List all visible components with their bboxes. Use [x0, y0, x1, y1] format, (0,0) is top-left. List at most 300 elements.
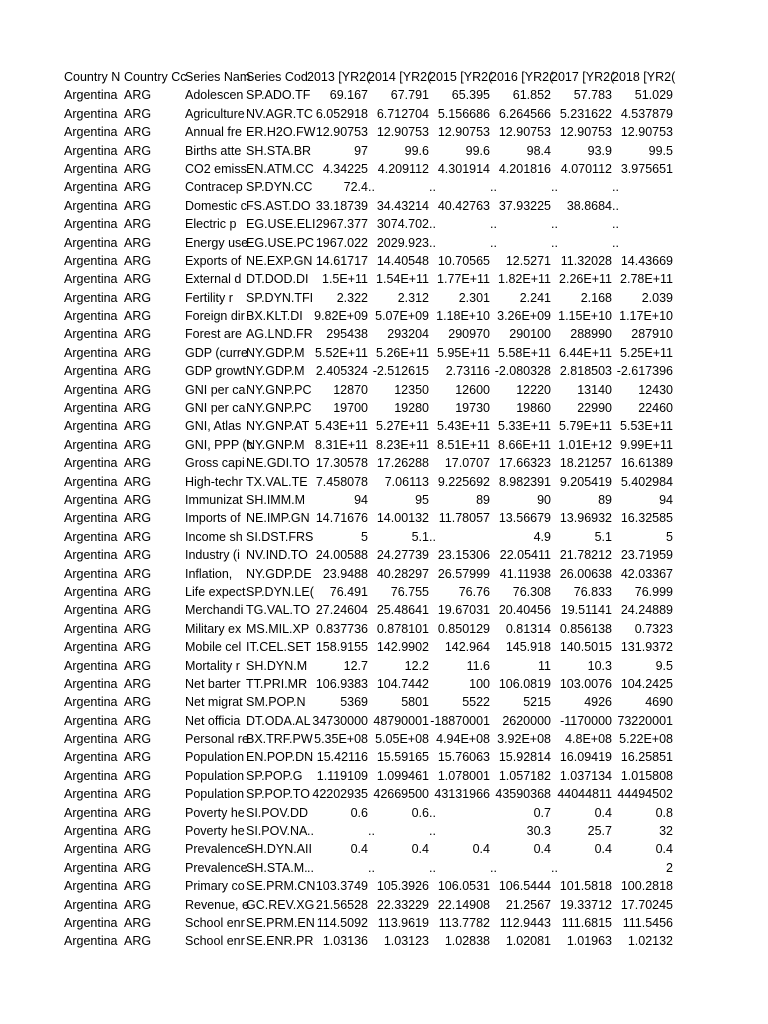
table-cell[interactable]: Argentina [64, 235, 118, 250]
table-cell[interactable]: 2.241 [519, 290, 551, 305]
table-cell[interactable]: 2.039 [641, 290, 673, 305]
table-cell[interactable]: 21.2567 [505, 897, 551, 912]
table-cell[interactable]: ARG [124, 106, 152, 121]
table-cell[interactable]: 9.225692 [437, 474, 490, 489]
table-cell[interactable]: 0.4 [655, 842, 673, 857]
table-cell[interactable]: 43131966 [434, 787, 490, 802]
table-cell[interactable]: 61.852 [512, 88, 551, 103]
table-cell[interactable]: 21.78212 [559, 548, 612, 563]
table-cell[interactable]: .. [307, 824, 314, 839]
table-cell[interactable]: Net migrat [185, 695, 243, 710]
table-cell[interactable]: Revenue, e [185, 897, 249, 912]
table-cell[interactable]: 41.11938 [499, 566, 551, 581]
table-cell[interactable]: 1.015808 [620, 768, 673, 783]
table-cell[interactable]: 37.93225 [498, 198, 551, 213]
table-cell[interactable]: Poverty he [185, 824, 245, 839]
table-cell[interactable]: 106.5444 [498, 879, 551, 894]
table-cell[interactable]: Argentina [64, 511, 118, 526]
table-cell[interactable]: 11 [538, 658, 551, 673]
table-cell[interactable]: 19730 [455, 401, 490, 416]
table-cell[interactable]: ARG [124, 787, 152, 802]
table-cell[interactable]: BX.TRF.PW [246, 732, 313, 747]
table-cell[interactable]: Argentina [64, 621, 118, 636]
table-cell[interactable]: ARG [124, 805, 152, 820]
table-cell[interactable]: 42202935 [312, 787, 368, 802]
table-cell[interactable]: 106.9383 [315, 676, 368, 691]
table-cell[interactable]: EG.USE.ELI [246, 217, 316, 232]
table-cell[interactable]: Merchandi [185, 603, 244, 618]
table-cell[interactable]: Argentina [64, 492, 118, 507]
table-cell[interactable]: ARG [124, 253, 152, 268]
table-cell[interactable]: Prevalence [185, 860, 248, 875]
table-cell[interactable]: 9.205419 [559, 474, 612, 489]
table-cell[interactable]: 12.7 [343, 658, 368, 673]
table-cell[interactable]: .. [612, 198, 619, 213]
table-cell[interactable]: 26.00638 [559, 566, 612, 581]
column-header[interactable]: 2014 [YR2( [368, 70, 432, 84]
table-cell[interactable]: Life expect [185, 584, 246, 599]
table-cell[interactable]: 0.4 [533, 842, 551, 857]
table-cell[interactable]: Argentina [64, 345, 118, 360]
table-cell[interactable]: .. [490, 217, 497, 232]
table-cell[interactable]: 1.54E+11 [376, 272, 429, 287]
table-cell[interactable]: .. [429, 805, 436, 820]
table-cell[interactable]: 0.4 [350, 842, 368, 857]
table-cell[interactable]: FS.AST.DO [246, 198, 311, 213]
table-cell[interactable]: .. [612, 180, 619, 195]
table-cell[interactable]: 24.27739 [376, 548, 429, 563]
table-cell[interactable]: ARG [124, 879, 152, 894]
table-cell[interactable]: 287910 [631, 327, 673, 342]
table-cell[interactable]: Exports of [185, 253, 242, 268]
table-cell[interactable]: Argentina [64, 529, 118, 544]
table-cell[interactable]: Argentina [64, 695, 118, 710]
table-cell[interactable]: Argentina [64, 272, 118, 287]
table-cell[interactable]: -2.080328 [494, 364, 551, 379]
table-cell[interactable]: 5.95E+11 [437, 345, 490, 360]
table-cell[interactable]: 24.00588 [315, 548, 368, 563]
table-cell[interactable]: -2.512615 [372, 364, 429, 379]
table-cell[interactable]: 5.27E+11 [376, 419, 429, 434]
table-cell[interactable]: .. [429, 860, 436, 875]
table-cell[interactable]: SP.ADO.TF [246, 88, 311, 103]
table-cell[interactable]: 19280 [394, 401, 429, 416]
table-cell[interactable]: 5522 [462, 695, 490, 710]
table-cell[interactable]: 22.05411 [499, 548, 551, 563]
table-cell[interactable]: Argentina [64, 805, 118, 820]
table-cell[interactable]: GNI per ca [185, 382, 246, 397]
table-cell[interactable]: SH.STA.M. [246, 860, 308, 875]
table-cell[interactable]: 4690 [645, 695, 673, 710]
table-cell[interactable]: 9.99E+11 [620, 437, 673, 452]
table-cell[interactable]: SI.POV.DD [246, 805, 309, 820]
table-cell[interactable]: Argentina [64, 658, 118, 673]
table-cell[interactable]: DT.DOD.DI [246, 272, 309, 287]
column-header[interactable]: 2015 [YR2( [429, 70, 493, 84]
table-cell[interactable]: 142.9902 [376, 640, 429, 655]
table-cell[interactable]: ARG [124, 401, 152, 416]
table-cell[interactable]: 22.14908 [437, 897, 490, 912]
table-cell[interactable]: Argentina [64, 290, 118, 305]
table-cell[interactable]: Domestic c [185, 198, 247, 213]
table-cell[interactable]: 98.4 [526, 143, 551, 158]
table-cell[interactable]: .. [612, 217, 619, 232]
table-cell[interactable]: 25.48641 [376, 603, 429, 618]
table-cell[interactable]: SH.IMM.M [246, 492, 306, 507]
table-cell[interactable]: ARG [124, 290, 152, 305]
table-cell[interactable]: 3.92E+08 [497, 732, 551, 747]
table-cell[interactable]: 22.33229 [376, 897, 429, 912]
table-cell[interactable]: .. [490, 860, 497, 875]
table-cell[interactable]: SP.DYN.TFI [246, 290, 314, 305]
table-cell[interactable]: 131.9372 [620, 640, 673, 655]
table-cell[interactable]: Population [185, 750, 245, 765]
table-cell[interactable]: ARG [124, 345, 152, 360]
column-header[interactable]: Series Cod [246, 70, 308, 84]
table-cell[interactable]: 4.209112 [377, 161, 429, 176]
table-cell[interactable]: ARG [124, 713, 152, 728]
table-cell[interactable]: 5.25E+11 [620, 345, 673, 360]
table-cell[interactable]: NY.GNP.PC [246, 382, 312, 397]
table-cell[interactable]: 5.231622 [559, 106, 612, 121]
table-cell[interactable]: 1.01963 [566, 934, 612, 949]
table-cell[interactable]: 0.4 [472, 842, 490, 857]
table-cell[interactable]: 1.057182 [498, 768, 551, 783]
table-cell[interactable]: ARG [124, 640, 152, 655]
table-cell[interactable]: 106.0819 [498, 676, 551, 691]
table-cell[interactable]: SP.POP.TO [246, 787, 310, 802]
table-cell[interactable]: NY.GNP.PC [246, 401, 312, 416]
table-cell[interactable]: 0.878101 [376, 621, 429, 636]
table-cell[interactable]: 2.301 [458, 290, 490, 305]
table-cell[interactable]: 1.037134 [559, 768, 612, 783]
table-cell[interactable]: NY.GDP.DE [246, 566, 312, 581]
table-cell[interactable]: 1.119109 [316, 768, 368, 783]
table-cell[interactable]: 2.818503 [559, 364, 612, 379]
table-cell[interactable]: Argentina [64, 180, 118, 195]
table-cell[interactable]: .. [551, 860, 558, 875]
table-cell[interactable]: ARG [124, 750, 152, 765]
table-cell[interactable]: 48790001 [373, 713, 429, 728]
table-cell[interactable]: MS.MIL.XP [246, 621, 310, 636]
table-cell[interactable]: Contracep [185, 180, 243, 195]
table-cell[interactable]: 6.712704 [376, 106, 429, 121]
table-cell[interactable]: 23.9488 [322, 566, 368, 581]
table-cell[interactable]: 0.6 [411, 805, 429, 820]
table-cell[interactable]: 16.32585 [620, 511, 673, 526]
table-cell[interactable]: 42669500 [373, 787, 429, 802]
table-cell[interactable]: 2.26E+11 [559, 272, 612, 287]
table-cell[interactable]: 12.90753 [315, 125, 368, 140]
table-cell[interactable]: ARG [124, 915, 152, 930]
table-cell[interactable]: 0.6 [350, 805, 368, 820]
table-cell[interactable]: ARG [124, 860, 152, 875]
table-cell[interactable]: 17.26288 [376, 456, 429, 471]
table-cell[interactable]: Energy use [185, 235, 249, 250]
table-cell[interactable]: ARG [124, 768, 152, 783]
table-cell[interactable]: ARG [124, 566, 152, 581]
table-cell[interactable]: ARG [124, 161, 152, 176]
table-cell[interactable]: ARG [124, 824, 152, 839]
table-cell[interactable]: 17.70245 [620, 897, 673, 912]
table-cell[interactable]: Personal re [185, 732, 249, 747]
table-cell[interactable]: Mortality r [185, 658, 240, 673]
table-cell[interactable]: 22990 [577, 401, 612, 416]
table-cell[interactable]: ARG [124, 695, 152, 710]
table-cell[interactable]: 0.850129 [437, 621, 490, 636]
table-cell[interactable]: 12350 [394, 382, 429, 397]
table-cell[interactable]: GNI, Atlas [185, 419, 242, 434]
table-cell[interactable]: Electric p [185, 217, 237, 232]
table-cell[interactable]: ARG [124, 309, 152, 324]
table-cell[interactable]: 158.9155 [315, 640, 368, 655]
table-cell[interactable]: 99.6 [404, 143, 429, 158]
table-cell[interactable]: GDP (curre [185, 345, 248, 360]
table-cell[interactable]: 5.58E+11 [498, 345, 551, 360]
table-cell[interactable]: 2620000 [502, 713, 551, 728]
table-cell[interactable]: ARG [124, 511, 152, 526]
table-cell[interactable]: ARG [124, 327, 152, 342]
table-cell[interactable]: 14.71676 [315, 511, 368, 526]
table-cell[interactable]: 34730000 [312, 713, 368, 728]
table-cell[interactable]: 44494502 [617, 787, 673, 802]
table-cell[interactable]: .. [429, 217, 436, 232]
table-cell[interactable]: DT.ODA.AL [246, 713, 311, 728]
table-cell[interactable]: 0.4 [411, 842, 429, 857]
table-cell[interactable]: ARG [124, 382, 152, 397]
table-cell[interactable]: TX.VAL.TE [246, 474, 308, 489]
table-cell[interactable]: 3074.702 [376, 217, 429, 232]
table-cell[interactable]: 2.312 [397, 290, 429, 305]
table-cell[interactable]: ARG [124, 584, 152, 599]
table-cell[interactable]: 65.395 [451, 88, 490, 103]
table-cell[interactable]: .. [551, 217, 558, 232]
table-cell[interactable]: BX.KLT.DI [246, 309, 303, 324]
table-cell[interactable]: .. [429, 180, 436, 195]
table-cell[interactable]: Argentina [64, 364, 118, 379]
table-cell[interactable]: Argentina [64, 419, 118, 434]
table-cell[interactable]: 11.32028 [560, 253, 612, 268]
table-cell[interactable]: .. [490, 180, 497, 195]
table-cell[interactable]: Argentina [64, 217, 118, 232]
table-cell[interactable]: 5215 [523, 695, 551, 710]
table-cell[interactable]: 13140 [577, 382, 612, 397]
table-cell[interactable]: 76.491 [329, 584, 368, 599]
table-cell[interactable]: 5.79E+11 [559, 419, 612, 434]
table-cell[interactable]: School enr [185, 934, 245, 949]
table-cell[interactable]: .. [490, 235, 497, 250]
table-cell[interactable]: 5.1 [411, 529, 429, 544]
table-cell[interactable]: 9.82E+09 [314, 309, 368, 324]
table-cell[interactable]: 1.078001 [437, 768, 490, 783]
table-cell[interactable]: 11.6 [466, 658, 490, 673]
table-cell[interactable]: 3.975651 [620, 161, 673, 176]
table-cell[interactable]: Argentina [64, 456, 118, 471]
table-cell[interactable]: 4.94E+08 [436, 732, 490, 747]
table-cell[interactable]: External d [185, 272, 242, 287]
table-cell[interactable]: Fertility r [185, 290, 233, 305]
table-cell[interactable]: Industry (i [185, 548, 240, 563]
table-cell[interactable]: Argentina [64, 401, 118, 416]
table-cell[interactable]: 1.02132 [627, 934, 673, 949]
table-cell[interactable]: 5.1 [594, 529, 612, 544]
table-cell[interactable]: 67.791 [390, 88, 429, 103]
column-header[interactable]: Country Cc [124, 70, 187, 84]
table-cell[interactable]: 57.783 [573, 88, 612, 103]
table-cell[interactable]: 0.7 [533, 805, 551, 820]
table-cell[interactable]: SH.DYN.M [246, 658, 308, 673]
table-cell[interactable]: 8.982391 [498, 474, 551, 489]
table-cell[interactable]: 14.00132 [376, 511, 429, 526]
table-cell[interactable]: ER.H2O.FW [246, 125, 316, 140]
table-cell[interactable]: TT.PRI.MR [246, 676, 308, 691]
table-cell[interactable]: 5 [666, 529, 673, 544]
table-cell[interactable]: Argentina [64, 750, 118, 765]
table-cell[interactable]: ARG [124, 676, 152, 691]
table-cell[interactable]: 4.9 [533, 529, 551, 544]
table-cell[interactable]: Argentina [64, 143, 118, 158]
table-cell[interactable]: 12.2 [404, 658, 429, 673]
table-cell[interactable]: 9.5 [655, 658, 673, 673]
table-cell[interactable]: ARG [124, 658, 152, 673]
table-cell[interactable]: 142.964 [444, 640, 490, 655]
table-cell[interactable]: 5369 [340, 695, 368, 710]
table-cell[interactable]: SH.STA.BR [246, 143, 312, 158]
table-cell[interactable]: Population [185, 787, 245, 802]
table-cell[interactable]: 5.43E+11 [437, 419, 490, 434]
table-cell[interactable]: 290100 [509, 327, 551, 342]
table-cell[interactable]: 4926 [584, 695, 612, 710]
table-cell[interactable]: Argentina [64, 382, 118, 397]
table-cell[interactable]: 4.34225 [322, 161, 368, 176]
table-cell[interactable]: 11.78057 [438, 511, 490, 526]
table-cell[interactable]: NY.GDP.M [246, 364, 305, 379]
table-cell[interactable]: EN.ATM.CC [246, 161, 314, 176]
table-cell[interactable]: 99.6 [465, 143, 490, 158]
table-cell[interactable]: Argentina [64, 640, 118, 655]
table-cell[interactable]: 6.052918 [315, 106, 368, 121]
table-cell[interactable]: 14.40548 [376, 253, 429, 268]
table-cell[interactable]: 2.78E+11 [620, 272, 673, 287]
table-cell[interactable]: 5.52E+11 [315, 345, 368, 360]
table-cell[interactable]: TG.VAL.TO [246, 603, 311, 618]
table-cell[interactable]: 1.77E+11 [437, 272, 490, 287]
table-cell[interactable]: Inflation, [185, 566, 233, 581]
table-cell[interactable]: 12.90753 [437, 125, 490, 140]
table-cell[interactable]: 42.03367 [620, 566, 673, 581]
table-cell[interactable]: Argentina [64, 327, 118, 342]
table-cell[interactable]: 97 [354, 143, 368, 158]
table-cell[interactable]: SE.PRM.CN [246, 879, 316, 894]
table-cell[interactable]: .. [307, 860, 314, 875]
table-cell[interactable]: 7.06113 [384, 474, 429, 489]
table-cell[interactable]: .. [612, 235, 619, 250]
table-cell[interactable]: ARG [124, 934, 152, 949]
table-cell[interactable]: ARG [124, 732, 152, 747]
table-cell[interactable]: 4.301914 [437, 161, 490, 176]
table-cell[interactable]: SI.POV.NA [246, 824, 308, 839]
table-cell[interactable]: 93.9 [587, 143, 612, 158]
table-cell[interactable]: 104.7442 [376, 676, 429, 691]
table-cell[interactable]: 106.0531 [437, 879, 490, 894]
table-cell[interactable]: 15.59165 [376, 750, 429, 765]
table-cell[interactable]: ARG [124, 143, 152, 158]
table-cell[interactable]: 5.35E+08 [314, 732, 368, 747]
table-cell[interactable]: 38.8684 [566, 198, 612, 213]
table-cell[interactable]: 72.4 [343, 180, 368, 195]
table-cell[interactable]: 23.71959 [620, 548, 673, 563]
table-cell[interactable]: 17.30578 [315, 456, 368, 471]
table-cell[interactable]: 76.76 [458, 584, 490, 599]
table-cell[interactable]: 10.70565 [437, 253, 490, 268]
table-cell[interactable]: ARG [124, 419, 152, 434]
table-cell[interactable]: NY.GNP.AT [246, 419, 310, 434]
table-cell[interactable]: 20.40456 [498, 603, 551, 618]
table-cell[interactable]: 104.2425 [620, 676, 673, 691]
table-cell[interactable]: 12600 [455, 382, 490, 397]
table-cell[interactable]: Argentina [64, 787, 118, 802]
table-cell[interactable]: SE.ENR.PR [246, 934, 314, 949]
table-cell[interactable]: .. [551, 235, 558, 250]
table-cell[interactable]: 1.01E+12 [558, 437, 612, 452]
table-cell[interactable]: Argentina [64, 676, 118, 691]
table-cell[interactable]: 100 [469, 676, 490, 691]
table-cell[interactable]: 27.24604 [315, 603, 368, 618]
table-cell[interactable]: 4.537879 [620, 106, 673, 121]
table-cell[interactable]: 103.3749 [315, 879, 368, 894]
table-cell[interactable]: Argentina [64, 768, 118, 783]
table-cell[interactable]: SP.DYN.LE( [246, 584, 314, 599]
table-cell[interactable]: 13.96932 [559, 511, 612, 526]
table-cell[interactable]: Mobile cel [185, 640, 242, 655]
table-cell[interactable]: Military ex [185, 621, 242, 636]
table-cell[interactable]: 1.17E+10 [619, 309, 673, 324]
table-cell[interactable]: 1.15E+10 [558, 309, 612, 324]
table-cell[interactable]: Net officia [185, 713, 241, 728]
table-cell[interactable]: 24.24889 [620, 603, 673, 618]
table-cell[interactable]: 6.264566 [498, 106, 551, 121]
table-cell[interactable]: 101.5818 [559, 879, 612, 894]
table-cell[interactable]: 89 [476, 492, 490, 507]
table-cell[interactable]: 3.26E+09 [497, 309, 551, 324]
table-cell[interactable]: 12.90753 [620, 125, 673, 140]
table-cell[interactable]: 1.099461 [376, 768, 429, 783]
table-cell[interactable]: 1.02081 [505, 934, 551, 949]
table-cell[interactable]: 90 [537, 492, 551, 507]
table-cell[interactable]: .. [429, 824, 436, 839]
table-cell[interactable]: 51.029 [634, 88, 673, 103]
table-cell[interactable]: 0.837736 [315, 621, 368, 636]
table-cell[interactable]: Argentina [64, 88, 118, 103]
table-cell[interactable]: NE.EXP.GN [246, 253, 313, 268]
table-cell[interactable]: Argentina [64, 934, 118, 949]
table-cell[interactable]: School enr [185, 915, 245, 930]
table-cell[interactable]: Argentina [64, 125, 118, 140]
column-header[interactable]: Series Nam [185, 70, 251, 84]
table-cell[interactable]: 15.42116 [316, 750, 368, 765]
table-cell[interactable]: 2029.923 [376, 235, 429, 250]
table-cell[interactable]: NE.IMP.GN [246, 511, 310, 526]
table-cell[interactable]: Argentina [64, 915, 118, 930]
table-cell[interactable]: 76.755 [390, 584, 429, 599]
table-cell[interactable]: GNI per ca [185, 401, 246, 416]
table-cell[interactable]: Immunizat [185, 492, 243, 507]
table-cell[interactable]: 5.07E+09 [375, 309, 429, 324]
table-cell[interactable]: -2.617396 [616, 364, 673, 379]
table-cell[interactable]: 76.833 [573, 584, 612, 599]
table-cell[interactable]: 5801 [401, 695, 429, 710]
table-cell[interactable]: 288990 [570, 327, 612, 342]
